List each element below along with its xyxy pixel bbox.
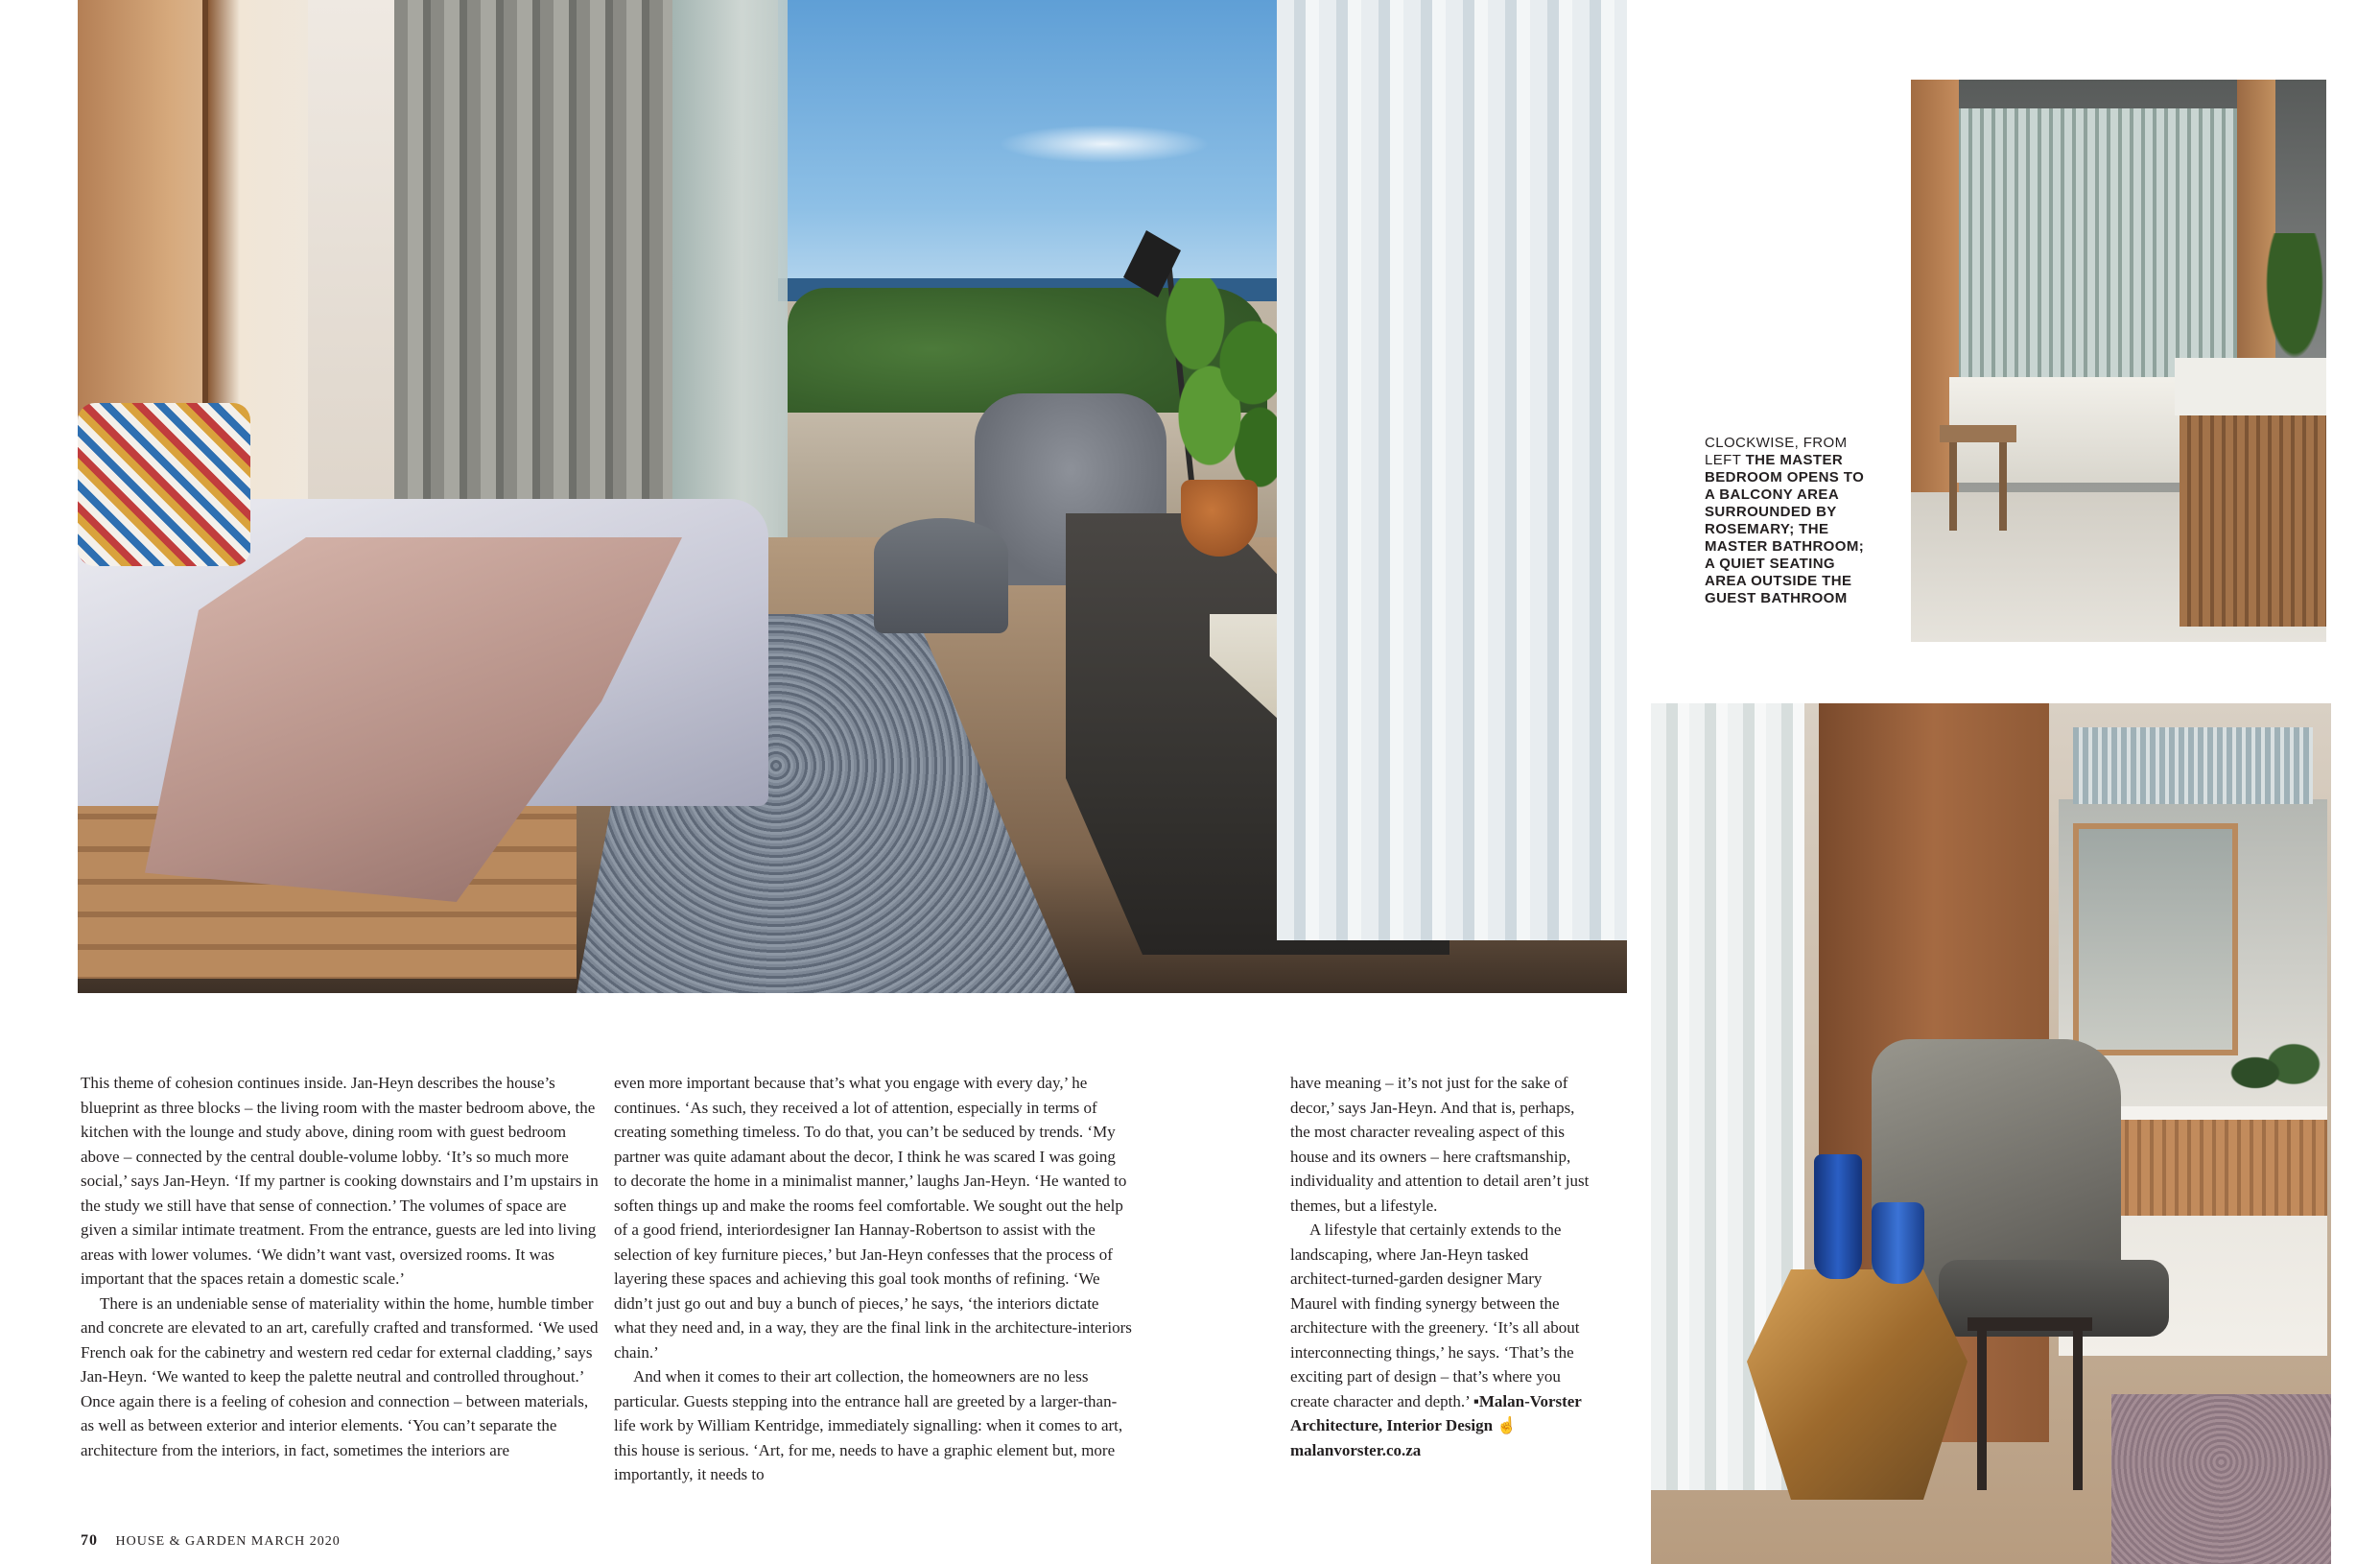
paragraph: There is an undeniable sense of materiality within the home, humble timber and concrete are elevated to an art, carefully crafted and transformed. ‘We used French oak for the cabinetry and western red cedar for external cladding,’ says Jan-Heyn. ‘We wanted to keep the palette neutral and controlled throughout.’ Once again there is a feeling of cohesion and connection – between materials, as well as between exterior and interior elements. ‘You can’t separate the architecture from the interiors, in fact, sometimes the interiors are bbox=[81, 1293, 599, 1459]
paragraph-text: A lifestyle that certainly extends to the landscaping, where Jan-Heyn tasked architect-turned-garden designer Mary Maurel with finding synergy between the architecture with the greenery. ‘It’s all about interconnecting things,’ he says. ‘That’s the exciting part of design – that’s where you create character and depth.’ bbox=[1290, 1220, 1580, 1410]
vanity-slats bbox=[2180, 415, 2326, 627]
sheer-curtain bbox=[1277, 0, 1627, 940]
bathroom-plant bbox=[2266, 233, 2323, 358]
photo-lounge bbox=[1651, 703, 2331, 1564]
paragraph: And when it comes to their art collection, the homeowners are no less particular. Guests stepping into the entrance hall are greeted by a larger-than-life work by William Kentridge, immediately signalling: when it comes to art, this house is serious. ‘Art, for me, needs to have a graphic element but, more importantly, it needs to bbox=[614, 1367, 1123, 1483]
article-column-1 bbox=[81, 1071, 599, 1462]
terracotta-pot bbox=[1181, 480, 1258, 557]
blue-vase-short bbox=[1872, 1202, 1924, 1284]
publication-name: HOUSE & GARDEN bbox=[115, 1534, 247, 1549]
photo-caption bbox=[1705, 435, 1877, 607]
folio bbox=[81, 1532, 341, 1550]
fiddle-leaf-plant bbox=[1152, 278, 1296, 489]
paragraph: This theme of cohesion continues inside. Jan-Heyn describes the house’s blueprint as three blocks – the living room with the master bedroom above, the kitchen with the lounge and study above, dining room with guest bedroom above – connected by the central double-volume lobby. ‘It’s so much more social,’ says Jan-Heyn. ‘If my partner is cooking downstairs and I’m upstairs in the study we still have that sense of connection.’ The volumes of space are given a similar intimate treatment. From the entrance, guests are led into living areas with lower volumes. ‘We didn’t want vast, oversized rooms. It was important that the spaces retain a domestic scale.’ bbox=[81, 1074, 599, 1288]
grey-curtain bbox=[394, 0, 672, 537]
ottoman bbox=[874, 518, 1008, 633]
glass-door bbox=[672, 0, 788, 537]
potted-plants bbox=[2227, 1030, 2322, 1116]
photo-bathroom bbox=[1911, 80, 2326, 642]
vanity-top bbox=[2175, 358, 2326, 415]
photo-bedroom bbox=[78, 0, 1627, 993]
page-number: 70 bbox=[81, 1532, 98, 1549]
side-table bbox=[1968, 1317, 2092, 1490]
chevron-pillow bbox=[78, 403, 250, 566]
paragraph: have meaning – it’s not just for the sake of decor,’ says Jan-Heyn. And that is, perhaps, the most character revealing aspect of this house and its owners – here craftsmanship, individuality and attention to detail aren’t just themes, but a lifestyle. bbox=[1290, 1074, 1590, 1215]
rug bbox=[2111, 1394, 2331, 1564]
paragraph: even more important because that’s what you engage with every day,’ he continues. ‘As such, they received a lot of attention, especially in terms of creating something timeless. To do that, you can’t be seduced by trends. ‘My partner was quite adamant about the decor, I think he was scared I was going to decorate the home in a minimalist manner,’ laughs Jan-Heyn. ‘He wanted to soften things up and make the rooms feel comfortable. We sought out the help of a good friend, interiordesigner Ian Hannay-Robertson to assist with the selection of key furniture pieces,’ but Jan-Heyn confesses that the process of layering these spaces and achieving this goal took months of refining. ‘We didn’t just go out and buy a bunch of pieces,’ he says, ‘the interiors dictate what they need and, in a way, they are the final link in the architecture-interiors chain.’ bbox=[614, 1074, 1132, 1362]
blue-vase-tall bbox=[1814, 1154, 1862, 1279]
pointer-icon: ☝ bbox=[1496, 1416, 1518, 1434]
caption-body: THE MASTER BEDROOM OPENS TO A BALCONY AREA SURROUNDED BY ROSEMARY; THE MASTER BATHROOM; A QUIET SEATING AREA OUTSIDE THE GUEST BATHROOM bbox=[1705, 452, 1865, 606]
issue-date: MARCH 2020 bbox=[250, 1534, 341, 1549]
article-column-3 bbox=[1290, 1071, 1592, 1462]
cloud bbox=[999, 125, 1210, 163]
wooden-stool bbox=[1940, 425, 2016, 531]
clerestory-window bbox=[2073, 727, 2313, 804]
article-column-2 bbox=[614, 1071, 1132, 1487]
mirror bbox=[2073, 823, 2238, 1055]
credit-line: Malan-Vorster Architecture, Interior Design bbox=[1290, 1391, 1582, 1434]
website-link[interactable]: malanvorster.co.za bbox=[1290, 1440, 1422, 1459]
gold-dodecahedron-stool bbox=[1747, 1269, 1968, 1500]
paragraph-final bbox=[1290, 1218, 1592, 1462]
end-mark: ▪ bbox=[1473, 1391, 1479, 1410]
caption-lead: CLOCKWISE, FROM LEFT bbox=[1705, 435, 1848, 468]
